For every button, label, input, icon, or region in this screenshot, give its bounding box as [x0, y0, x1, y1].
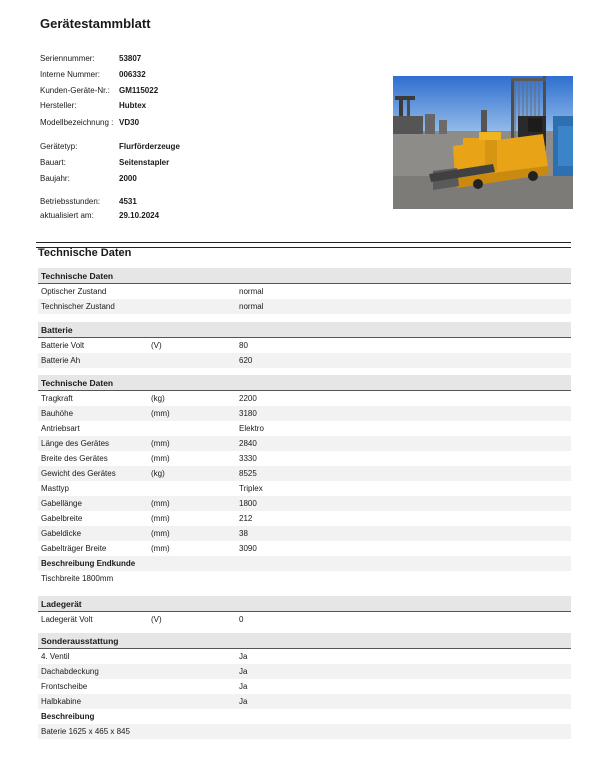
row-value: normal	[239, 302, 264, 311]
row-unit: (mm)	[151, 529, 170, 538]
table-row	[38, 556, 571, 571]
info-value: Flurförderzeuge	[119, 142, 180, 151]
row-label: Gabellänge	[41, 499, 82, 508]
row-value: 3090	[239, 544, 257, 553]
table-row	[38, 526, 571, 541]
row-value: 0	[239, 615, 244, 624]
group-table	[38, 268, 571, 314]
row-label: Masttyp	[41, 484, 70, 493]
row-label: Dachabdeckung	[41, 667, 99, 676]
info-label: Hersteller:	[40, 101, 77, 110]
group-header	[38, 596, 571, 612]
row-label: Gewicht des Gerätes	[41, 469, 116, 478]
row-label: Gabelträger Breite	[41, 544, 107, 553]
table-row	[38, 709, 571, 724]
group-header-label: Ladegerät	[41, 599, 82, 609]
table-row	[38, 299, 571, 314]
table-row	[38, 541, 571, 556]
row-value: 620	[239, 356, 253, 365]
row-label: Optischer Zustand	[41, 287, 107, 296]
page-title: Gerätestammblatt	[40, 16, 151, 31]
info-label: aktualisiert am:	[40, 211, 94, 220]
info-value: 53807	[119, 54, 142, 63]
row-value: Ja	[239, 697, 248, 706]
row-label: Gabelbreite	[41, 514, 83, 523]
row-unit: (mm)	[151, 454, 170, 463]
row-value: 80	[239, 341, 248, 350]
row-value: normal	[239, 287, 264, 296]
row-value: 212	[239, 514, 253, 523]
row-value: Ja	[239, 652, 248, 661]
info-value: 29.10.2024	[119, 211, 160, 220]
row-unit: (mm)	[151, 439, 170, 448]
row-label: Länge des Gerätes	[41, 439, 110, 448]
group-header	[38, 268, 571, 284]
row-unit: (V)	[151, 615, 162, 624]
table-row	[38, 391, 571, 406]
row-value: 1800	[239, 499, 257, 508]
info-value: GM115022	[119, 86, 159, 95]
group-header	[38, 322, 571, 338]
info-label: Betriebsstunden:	[40, 197, 101, 206]
row-unit: (mm)	[151, 544, 170, 553]
row-label: Ladegerät Volt	[41, 615, 93, 624]
row-value: 2200	[239, 394, 257, 403]
group-header	[38, 375, 571, 391]
row-unit: (mm)	[151, 514, 170, 523]
table-row	[38, 466, 571, 481]
row-unit: (mm)	[151, 409, 170, 418]
row-value: Ja	[239, 667, 248, 676]
group-table	[38, 322, 571, 368]
machine-photo	[393, 76, 573, 209]
row-value: Triplex	[239, 484, 263, 493]
table-row	[38, 571, 571, 586]
info-value: 006332	[119, 70, 146, 79]
info-label: Interne Nummer:	[40, 70, 101, 79]
table-row	[38, 436, 571, 451]
row-unit: (kg)	[151, 394, 165, 403]
group-header-label: Sonderausstattung	[41, 636, 119, 646]
section-title: Technische Daten	[38, 247, 132, 259]
row-label: Technischer Zustand	[41, 302, 115, 311]
row-label: Tischbreite 1800mm	[41, 574, 114, 583]
table-row	[38, 649, 571, 664]
row-label: Frontscheibe	[41, 682, 88, 691]
info-value: Hubtex	[119, 101, 147, 110]
section-rule-bottom	[36, 247, 571, 248]
row-value: 8525	[239, 469, 257, 478]
row-unit: (mm)	[151, 499, 170, 508]
info-label: Modellbezeichnung :	[40, 118, 114, 127]
info-label: Seriennummer:	[40, 54, 95, 63]
group-header-label: Batterie	[41, 325, 73, 335]
table-row	[38, 679, 571, 694]
group-table	[38, 633, 571, 739]
row-unit: (kg)	[151, 469, 165, 478]
row-label: Tragkraft	[41, 394, 73, 403]
info-value: 2000	[119, 174, 137, 183]
table-row	[38, 406, 571, 421]
info-value: Seitenstapler	[119, 158, 170, 167]
table-row	[38, 511, 571, 526]
section-rule-top	[36, 242, 571, 243]
row-unit: (V)	[151, 341, 162, 350]
info-label: Bauart:	[40, 158, 66, 167]
table-row	[38, 451, 571, 466]
table-row	[38, 338, 571, 353]
table-row	[38, 284, 571, 299]
table-row	[38, 481, 571, 496]
info-label: Gerätetyp:	[40, 142, 78, 151]
table-row	[38, 694, 571, 709]
table-row	[38, 724, 571, 739]
row-label: Beschreibung	[41, 712, 95, 721]
group-header-label: Technische Daten	[41, 378, 114, 388]
table-row	[38, 496, 571, 511]
info-label: Baujahr:	[40, 174, 70, 183]
row-value: Ja	[239, 682, 248, 691]
row-label: Halbkabine	[41, 697, 82, 706]
row-label: Bauhöhe	[41, 409, 74, 418]
table-row	[38, 353, 571, 368]
group-table	[38, 596, 571, 627]
table-row	[38, 664, 571, 679]
row-label: Batterie Volt	[41, 341, 85, 350]
row-value: 3330	[239, 454, 257, 463]
group-header-label: Technische Daten	[41, 271, 114, 281]
row-label: Gabeldicke	[41, 529, 82, 538]
row-value: 38	[239, 529, 248, 538]
row-value: 3180	[239, 409, 257, 418]
row-value: Elektro	[239, 424, 264, 433]
group-header	[38, 633, 571, 649]
table-row	[38, 421, 571, 436]
row-value: 2840	[239, 439, 257, 448]
row-label: Beschreibung Endkunde	[41, 559, 136, 568]
row-label: 4. Ventil	[41, 652, 70, 661]
info-value: VD30	[119, 118, 140, 127]
row-label: Batterie Ah	[41, 356, 81, 365]
info-label: Kunden-Geräte-Nr.:	[40, 86, 110, 95]
row-label: Antriebsart	[41, 424, 80, 433]
info-value: 4531	[119, 197, 137, 206]
row-label: Breite des Gerätes	[41, 454, 108, 463]
row-label: Baterie 1625 x 465 x 845	[41, 727, 130, 736]
group-table	[38, 375, 571, 586]
table-row	[38, 612, 571, 627]
